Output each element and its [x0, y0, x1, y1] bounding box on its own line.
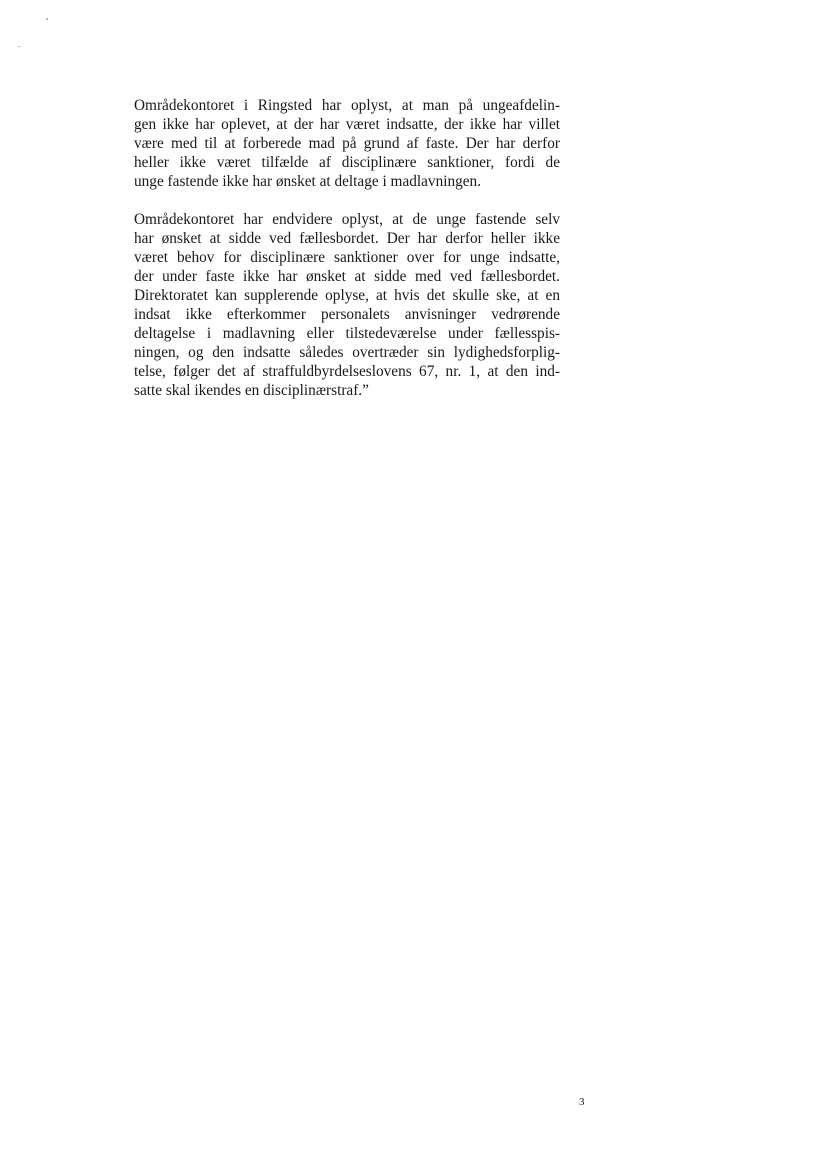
paragraph-2: [134, 210, 560, 400]
text-line: indsat ikke efterkommer personalets anvisninger vedrørende: [134, 306, 560, 323]
text-line: der under faste ikke har ønsket at sidde med ved fællesbordet.: [134, 268, 560, 285]
body-text: [134, 96, 560, 419]
text-line: Direktoratet kan supplerende oplyse, at hvis det skulle ske, at en: [134, 287, 560, 304]
text-line: satte skal ikendes en disciplinærstraf.”: [134, 382, 369, 399]
text-line: deltagelse i madlavning eller tilstedeværelse under fællesspis-: [134, 325, 560, 342]
text-line: telse, følger det af straffuldbyrdelseslovens 67, nr. 1, at den ind-: [134, 363, 560, 380]
page-number: 3: [579, 1096, 585, 1108]
text-line: gen ikke har oplevet, at der har været indsatte, der ikke har villet: [134, 116, 560, 133]
scan-speck: [46, 18, 48, 20]
paragraph-1: [134, 96, 560, 191]
text-line: ningen, og den indsatte således overtræder sin lydighedsforplig-: [134, 344, 560, 361]
text-line: heller ikke været tilfælde af disciplinære sanktioner, fordi de: [134, 154, 560, 171]
text-line: har ønsket at sidde ved fællesbordet. Der har derfor heller ikke: [134, 230, 560, 247]
text-line: unge fastende ikke har ønsket at deltage i madlavningen.: [134, 173, 482, 190]
text-line: være med til at forberede mad på grund af faste. Der har derfor: [134, 135, 560, 152]
scan-speck: [18, 46, 20, 47]
text-line: Områdekontoret har endvidere oplyst, at de unge fastende selv: [134, 211, 560, 228]
text-line: været behov for disciplinære sanktioner over for unge indsatte,: [134, 249, 560, 266]
text-line: Områdekontoret i Ringsted har oplyst, at man på ungeafdelin-: [134, 97, 560, 114]
